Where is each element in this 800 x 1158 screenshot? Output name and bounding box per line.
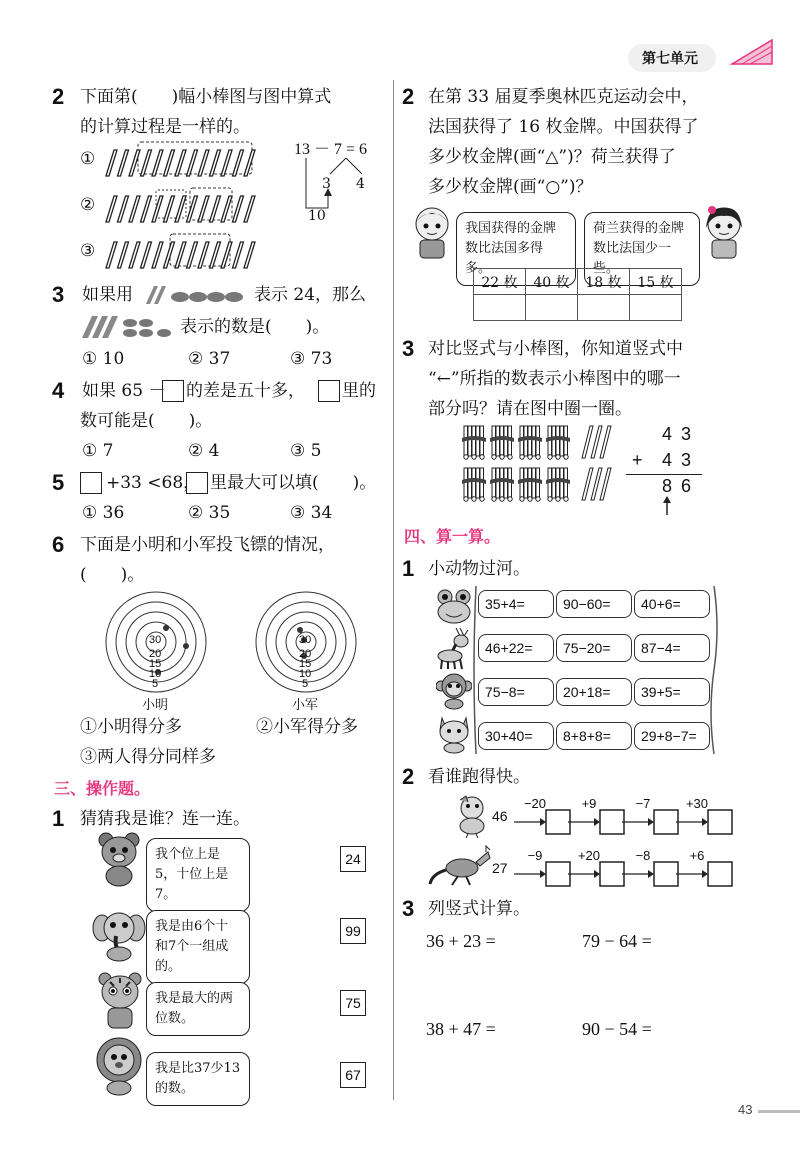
stick	[152, 150, 163, 176]
split-part-c: 10	[308, 208, 326, 224]
stepping-stone[interactable]: 29+8−7=	[634, 722, 710, 750]
stick	[118, 150, 129, 176]
answer-box	[654, 810, 678, 834]
stick	[106, 196, 117, 222]
chain-op: +20	[577, 848, 601, 863]
answer-box	[600, 862, 624, 886]
stick	[233, 242, 244, 268]
question-text: 的差是五十多，	[186, 381, 305, 401]
vertical-plus: +	[632, 450, 643, 470]
question-number: 3	[402, 336, 415, 361]
medal-option: 18 枚	[578, 269, 630, 295]
ruler-triangle-icon	[728, 36, 776, 68]
frog-icon	[434, 588, 474, 626]
split-formula: 13 － 7 = 6	[294, 141, 368, 158]
answer-number-box[interactable]: 99	[340, 918, 366, 944]
stick	[164, 150, 175, 176]
question-text: ( )。	[80, 565, 145, 585]
stepping-stone[interactable]: 20+18=	[556, 678, 632, 706]
target-label: 5	[302, 678, 309, 690]
stick	[221, 150, 232, 176]
question-text: 看谁跑得快。	[428, 767, 530, 787]
chain-start: 46	[492, 808, 508, 824]
question-text: 下面第( )幅小棒图与图中算式	[80, 87, 332, 107]
question-number: 2	[402, 764, 415, 789]
cat-icon	[436, 714, 472, 754]
choice: ② 4	[188, 441, 220, 461]
stick	[233, 150, 244, 176]
calc-expression[interactable]: 36 + 23 =	[426, 931, 496, 951]
stick-bundles-figure[interactable]	[462, 424, 622, 504]
stepping-stone[interactable]: 75−8=	[478, 678, 554, 706]
stick	[141, 242, 152, 268]
mark-cell[interactable]	[578, 295, 630, 321]
question-text: 如果 65 －	[82, 381, 166, 401]
stick-bundle	[518, 426, 542, 459]
stick	[187, 242, 198, 268]
dart-targets	[100, 590, 380, 695]
vertical-line	[626, 474, 702, 475]
stick	[198, 150, 209, 176]
answer-box	[600, 810, 624, 834]
question-text: “←”所指的数表示小棒图中的哪一	[428, 369, 681, 389]
stick	[198, 242, 209, 268]
chick-icon	[452, 794, 492, 838]
girl-avatar	[702, 204, 746, 260]
choice: ③ 5	[290, 441, 322, 461]
question-number: 5	[52, 470, 65, 495]
question-text: 法国获得了 16 枚金牌。中国获得了	[428, 117, 699, 137]
stepping-stone[interactable]: 30+40=	[478, 722, 554, 750]
speech-bubble: 我是由6个十和7个一组成的。	[146, 910, 250, 984]
question-text: 表示 24，那么	[254, 285, 367, 305]
vertical-result: 8 6	[662, 476, 694, 496]
tiger-icon	[96, 970, 144, 1032]
question-text: 对比竖式与小棒图，你知道竖式中	[428, 339, 683, 359]
stick	[198, 196, 209, 222]
stick	[118, 242, 129, 268]
answer-box	[708, 810, 732, 834]
question-text: 下面是小明和小军投飞镖的情况，	[80, 535, 335, 555]
question-text: 猜猜我是谁？连一连。	[80, 809, 250, 829]
stick	[141, 196, 152, 222]
question-number: 3	[52, 282, 65, 307]
target-label: 10	[299, 668, 312, 680]
question-number: 1	[52, 806, 65, 831]
dart-hit	[183, 643, 189, 649]
split-part-a: 3	[322, 176, 331, 192]
choice: ③ 34	[290, 503, 333, 523]
unit-tag	[628, 44, 716, 72]
stick	[233, 196, 244, 222]
question-text: 数可能是( )。	[80, 411, 213, 431]
question-text: 小动物过河。	[428, 559, 530, 579]
stick	[106, 242, 117, 268]
question-number: 1	[402, 556, 415, 581]
medal-option: 40 枚	[526, 269, 578, 295]
column-divider	[393, 80, 394, 1100]
stick-and-disc-icon	[80, 314, 180, 340]
elephant-icon	[92, 906, 146, 962]
answer-box	[546, 862, 570, 886]
stick	[152, 196, 163, 222]
speech-bubble: 我是最大的两位数。	[146, 982, 250, 1036]
stick-bundle	[490, 468, 514, 501]
stepping-stone[interactable]: 8+8+8=	[556, 722, 632, 750]
choice: ①小明得分多	[80, 717, 182, 737]
question-text: 在第 33 届夏季奥林匹克运动会中，	[428, 87, 699, 107]
stick-bundle	[462, 468, 486, 501]
choice: ③两人得分同样多	[80, 747, 216, 767]
speech-bubble: 我个位上是5，十位上是7。	[146, 838, 250, 912]
chain-op: −7	[635, 796, 651, 811]
mark-cell[interactable]	[526, 295, 578, 321]
stick	[175, 150, 186, 176]
choice: ② 35	[188, 503, 231, 523]
stick-and-disc-icon	[140, 284, 250, 306]
river-grid	[478, 590, 710, 750]
boy-avatar	[410, 204, 454, 260]
stick	[244, 196, 255, 222]
choice: ②小军得分多	[256, 717, 358, 737]
medal-table	[473, 268, 682, 321]
stick	[187, 196, 198, 222]
choice: ③ 73	[290, 349, 333, 369]
target-label: 20	[299, 648, 312, 660]
blank-box	[162, 380, 184, 402]
chain-op: +30	[685, 796, 709, 811]
stick	[210, 242, 221, 268]
page-number-bar	[758, 1110, 800, 1113]
stick	[118, 196, 129, 222]
stepping-stone[interactable]: 39+5=	[634, 678, 710, 706]
calc-expression[interactable]: 38 + 47 =	[426, 1019, 496, 1039]
chain-op: +6	[689, 848, 705, 863]
stick	[175, 242, 186, 268]
question-text: 表示的数是( )。	[180, 317, 330, 337]
target-label: 30	[299, 634, 312, 646]
stick	[591, 468, 602, 500]
choice: ① 36	[82, 503, 125, 523]
chain-op: −20	[523, 796, 547, 811]
stick	[600, 468, 611, 500]
stepping-stone[interactable]: 40+6=	[634, 590, 710, 618]
medal-option: 22 枚	[474, 269, 526, 295]
run-chains	[510, 796, 740, 896]
dart-hit	[163, 625, 169, 631]
question-number: 4	[52, 378, 65, 403]
calc-expression[interactable]: 90 − 54 =	[582, 1019, 652, 1039]
stick	[600, 426, 611, 458]
vertical-top: 4 3	[662, 424, 694, 444]
mark-cell[interactable]	[630, 295, 682, 321]
section-title: 四、算一算。	[404, 527, 501, 546]
stick	[164, 196, 175, 222]
stick-diagrams	[100, 140, 280, 275]
stick	[244, 150, 255, 176]
answer-box	[708, 862, 732, 886]
question-number: 2	[402, 84, 415, 109]
target-label: 10	[149, 668, 162, 680]
speech-bubble-right: 荷兰获得的金牌数比法国少一些。	[584, 212, 700, 286]
stepping-stone[interactable]: 35+4=	[478, 590, 554, 618]
unit-title: 第七单元	[642, 51, 698, 67]
stick	[129, 150, 140, 176]
stepping-stone[interactable]: 46+22=	[478, 634, 554, 662]
choice: ① 7	[82, 441, 114, 461]
answer-number-box[interactable]: 67	[340, 1062, 366, 1088]
chain-op: −8	[635, 848, 651, 863]
question-number: 3	[402, 896, 415, 921]
name-label: 小军	[292, 698, 319, 713]
target-label: 30	[149, 634, 162, 646]
answer-number-box[interactable]: 24	[340, 846, 366, 872]
stick-bundle	[518, 468, 542, 501]
question-text: 里最大可以填( )。	[210, 473, 377, 493]
stick	[152, 242, 163, 268]
answer-box	[546, 810, 570, 834]
chain-op: +9	[581, 796, 597, 811]
stick	[129, 196, 140, 222]
answer-box	[654, 862, 678, 886]
blank-box	[318, 380, 340, 402]
stick-bundle	[546, 426, 570, 459]
deer-icon	[434, 626, 474, 670]
question-text: 里的	[342, 381, 376, 401]
stick	[582, 468, 593, 500]
stick	[210, 150, 221, 176]
blank-box	[186, 472, 208, 494]
stick-bundle	[546, 468, 570, 501]
mark-cell[interactable]	[474, 295, 526, 321]
choice: ② 37	[188, 349, 231, 369]
question-text: +33 <68，	[106, 473, 201, 493]
target-label: 15	[149, 658, 162, 670]
chain-start: 27	[492, 860, 508, 876]
stick	[141, 150, 152, 176]
stepping-stone[interactable]: 75−20=	[556, 634, 632, 662]
vertical-mid: 4 3	[662, 450, 694, 470]
stepping-stone[interactable]: 87−4=	[634, 634, 710, 662]
name-label: 小明	[142, 698, 169, 713]
stick	[175, 196, 186, 222]
calc-expression[interactable]: 79 − 64 =	[582, 931, 652, 951]
option-label: ③	[80, 241, 96, 261]
blank-box	[80, 472, 102, 494]
stick	[591, 426, 602, 458]
stick	[164, 242, 175, 268]
question-text: 列竖式计算。	[428, 899, 530, 919]
up-arrow-icon	[660, 496, 674, 516]
stick	[210, 196, 221, 222]
stick	[129, 242, 140, 268]
dart-hit	[297, 627, 303, 633]
question-number: 6	[52, 532, 65, 557]
section-title: 三、操作题。	[54, 779, 151, 798]
question-text: 的计算过程是一样的。	[80, 117, 250, 137]
target-label: 5	[152, 678, 159, 690]
stick	[221, 196, 232, 222]
monkey-icon	[436, 672, 472, 710]
stick	[582, 426, 593, 458]
question-text: 部分吗？请在图中圈一圈。	[428, 399, 632, 419]
split-part-b: 4	[356, 176, 365, 192]
stick	[187, 150, 198, 176]
target-label: 15	[299, 658, 312, 670]
question-text: 如果用	[82, 285, 133, 305]
stick-bundle	[490, 426, 514, 459]
medal-option: 15 枚	[630, 269, 682, 295]
choice: ① 10	[82, 349, 125, 369]
option-label: ①	[80, 149, 96, 169]
question-number: 2	[52, 84, 65, 109]
question-text: 多少枚金牌(画“○”)？	[428, 177, 593, 197]
option-label: ②	[80, 195, 96, 215]
kangaroo-icon	[428, 844, 496, 886]
stick	[244, 242, 255, 268]
stick	[106, 150, 117, 176]
chain-op: −9	[527, 848, 543, 863]
stepping-stone[interactable]: 90−60=	[556, 590, 632, 618]
bear-icon	[96, 830, 142, 888]
stick-bundle	[462, 426, 486, 459]
answer-number-box[interactable]: 75	[340, 990, 366, 1016]
page-number: 43	[738, 1102, 753, 1117]
target-label: 20	[149, 648, 162, 660]
lion-icon	[92, 1036, 146, 1096]
speech-bubble: 我是比37少13的数。	[146, 1052, 250, 1106]
speech-bubble-left: 我国获得的金牌数比法国多得多。	[456, 212, 576, 286]
question-text: 多少枚金牌(画“△”)？荷兰获得了	[428, 147, 676, 167]
